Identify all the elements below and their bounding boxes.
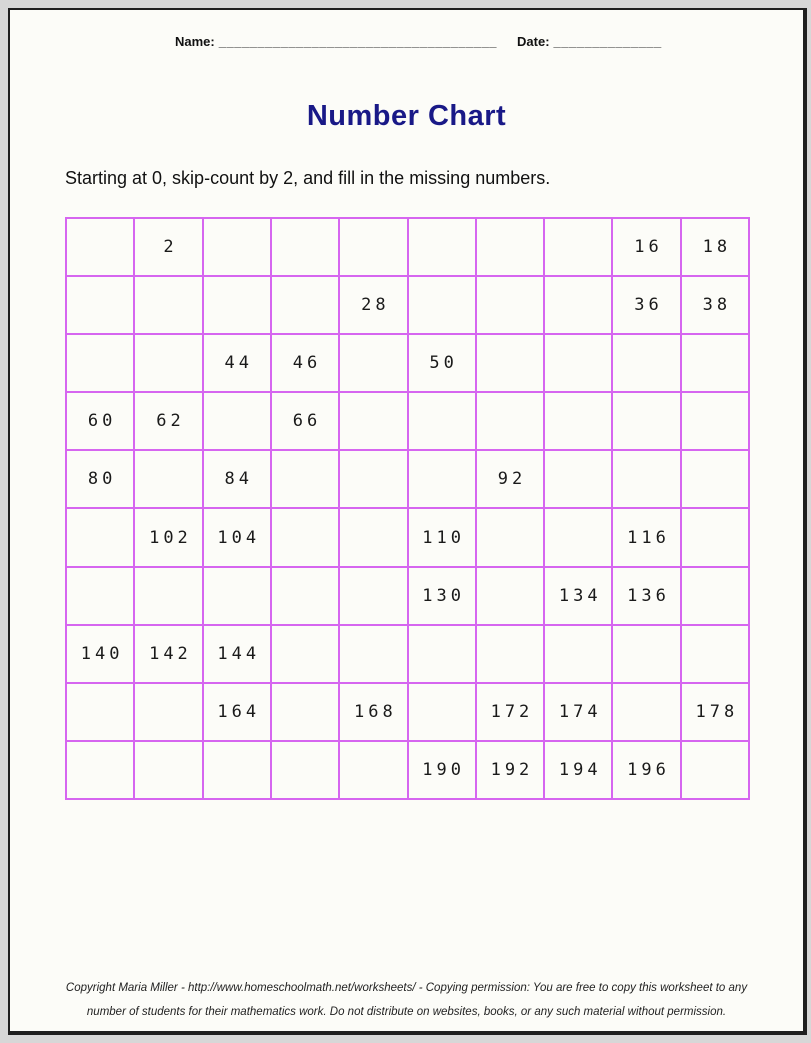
number-grid bbox=[65, 217, 750, 800]
grid-cell-r6c4 bbox=[272, 509, 338, 565]
grid-cell-r6c6: 110 bbox=[409, 509, 475, 565]
date-label: Date: bbox=[517, 34, 550, 49]
grid-cell-r3c6: 50 bbox=[409, 335, 475, 391]
grid-cell-r4c4: 66 bbox=[272, 393, 338, 449]
grid-cell-r7c8: 134 bbox=[545, 568, 611, 624]
grid-cell-r1c3 bbox=[204, 219, 270, 275]
grid-cell-r10c6: 190 bbox=[409, 742, 475, 798]
name-date-row bbox=[175, 34, 662, 49]
grid-cell-r9c4 bbox=[272, 684, 338, 740]
grid-cell-r8c6 bbox=[409, 626, 475, 682]
grid-cell-r8c10 bbox=[682, 626, 748, 682]
grid-cell-r7c5 bbox=[340, 568, 406, 624]
grid-cell-r2c7 bbox=[477, 277, 543, 333]
grid-cell-r4c7 bbox=[477, 393, 543, 449]
grid-cell-r6c10 bbox=[682, 509, 748, 565]
name-blank-line: ____________________________________ bbox=[218, 34, 498, 49]
grid-cell-r2c2 bbox=[135, 277, 201, 333]
grid-cell-r6c8 bbox=[545, 509, 611, 565]
grid-cell-r6c2: 102 bbox=[135, 509, 201, 565]
grid-cell-r1c5 bbox=[340, 219, 406, 275]
date-blank-line: ______________ bbox=[553, 34, 662, 49]
grid-cell-r7c3 bbox=[204, 568, 270, 624]
grid-cell-r9c9 bbox=[613, 684, 679, 740]
grid-cell-r2c5: 28 bbox=[340, 277, 406, 333]
grid-cell-r2c4 bbox=[272, 277, 338, 333]
grid-cell-r6c7 bbox=[477, 509, 543, 565]
grid-cell-r4c2: 62 bbox=[135, 393, 201, 449]
grid-cell-r6c3: 104 bbox=[204, 509, 270, 565]
grid-cell-r10c3 bbox=[204, 742, 270, 798]
grid-cell-r4c5 bbox=[340, 393, 406, 449]
copyright-line-2: number of students for their mathematics work. Do not distribute on websites, books, or any such material without permission. bbox=[86, 1006, 727, 1018]
grid-cell-r8c5 bbox=[340, 626, 406, 682]
grid-cell-r4c6 bbox=[409, 393, 475, 449]
grid-cell-r10c4 bbox=[272, 742, 338, 798]
grid-cell-r5c4 bbox=[272, 451, 338, 507]
grid-cell-r4c10 bbox=[682, 393, 748, 449]
grid-cell-r7c1 bbox=[67, 568, 133, 624]
grid-cell-r10c7: 192 bbox=[477, 742, 543, 798]
grid-cell-r5c2 bbox=[135, 451, 201, 507]
grid-cell-r5c9 bbox=[613, 451, 679, 507]
grid-cell-r7c4 bbox=[272, 568, 338, 624]
grid-cell-r9c5: 168 bbox=[340, 684, 406, 740]
grid-cell-r6c1 bbox=[67, 509, 133, 565]
grid-cell-r2c9: 36 bbox=[613, 277, 679, 333]
grid-cell-r2c1 bbox=[67, 277, 133, 333]
grid-cell-r5c5 bbox=[340, 451, 406, 507]
grid-cell-r9c8: 174 bbox=[545, 684, 611, 740]
grid-cell-r7c9: 136 bbox=[613, 568, 679, 624]
grid-cell-r3c1 bbox=[67, 335, 133, 391]
grid-cell-r5c6 bbox=[409, 451, 475, 507]
grid-cell-r4c3 bbox=[204, 393, 270, 449]
grid-cell-r8c1: 140 bbox=[67, 626, 133, 682]
name-label: Name: bbox=[175, 34, 215, 49]
grid-cell-r3c8 bbox=[545, 335, 611, 391]
grid-cell-r1c4 bbox=[272, 219, 338, 275]
grid-cell-r3c10 bbox=[682, 335, 748, 391]
grid-cell-r8c2: 142 bbox=[135, 626, 201, 682]
grid-cell-r10c8: 194 bbox=[545, 742, 611, 798]
grid-cell-r10c2 bbox=[135, 742, 201, 798]
grid-cell-r8c7 bbox=[477, 626, 543, 682]
grid-cell-r9c6 bbox=[409, 684, 475, 740]
copyright-line-1: Copyright Maria Miller - http://www.homeschoolmath.net/worksheets/ - Copying permission: You are free to copy this worksheet to any bbox=[65, 982, 748, 994]
copyright-footer bbox=[10, 976, 803, 1024]
grid-cell-r10c1 bbox=[67, 742, 133, 798]
grid-cell-r8c8 bbox=[545, 626, 611, 682]
grid-cell-r5c10 bbox=[682, 451, 748, 507]
grid-cell-r9c7: 172 bbox=[477, 684, 543, 740]
grid-cell-r3c4: 46 bbox=[272, 335, 338, 391]
grid-cell-r1c9: 16 bbox=[613, 219, 679, 275]
grid-cell-r9c1 bbox=[67, 684, 133, 740]
grid-cell-r10c9: 196 bbox=[613, 742, 679, 798]
grid-cell-r3c2 bbox=[135, 335, 201, 391]
grid-cell-r1c8 bbox=[545, 219, 611, 275]
worksheet-page bbox=[8, 8, 807, 1035]
grid-cell-r9c3: 164 bbox=[204, 684, 270, 740]
grid-cell-r10c5 bbox=[340, 742, 406, 798]
grid-cell-r8c4 bbox=[272, 626, 338, 682]
grid-cell-r4c1: 60 bbox=[67, 393, 133, 449]
grid-cell-r9c10: 178 bbox=[682, 684, 748, 740]
grid-cell-r3c3: 44 bbox=[204, 335, 270, 391]
grid-cell-r3c7 bbox=[477, 335, 543, 391]
grid-cell-r2c6 bbox=[409, 277, 475, 333]
grid-cell-r2c10: 38 bbox=[682, 277, 748, 333]
grid-cell-r10c10 bbox=[682, 742, 748, 798]
grid-cell-r1c2: 2 bbox=[135, 219, 201, 275]
grid-cell-r7c2 bbox=[135, 568, 201, 624]
grid-cell-r5c1: 80 bbox=[67, 451, 133, 507]
grid-cell-r1c6 bbox=[409, 219, 475, 275]
grid-cell-r8c9 bbox=[613, 626, 679, 682]
grid-cell-r6c9: 116 bbox=[613, 509, 679, 565]
grid-cell-r7c7 bbox=[477, 568, 543, 624]
grid-cell-r7c10 bbox=[682, 568, 748, 624]
grid-cell-r5c7: 92 bbox=[477, 451, 543, 507]
grid-cell-r3c5 bbox=[340, 335, 406, 391]
grid-cell-r8c3: 144 bbox=[204, 626, 270, 682]
worksheet-title: Number Chart bbox=[306, 100, 507, 132]
grid-cell-r9c2 bbox=[135, 684, 201, 740]
grid-cell-r3c9 bbox=[613, 335, 679, 391]
grid-cell-r1c7 bbox=[477, 219, 543, 275]
instruction-text: Starting at 0, skip-count by 2, and fill in the missing numbers. bbox=[65, 168, 551, 188]
grid-cell-r6c5 bbox=[340, 509, 406, 565]
grid-cell-r4c8 bbox=[545, 393, 611, 449]
grid-cell-r2c3 bbox=[204, 277, 270, 333]
grid-cell-r5c8 bbox=[545, 451, 611, 507]
grid-cell-r1c1 bbox=[67, 219, 133, 275]
grid-cell-r1c10: 18 bbox=[682, 219, 748, 275]
grid-cell-r4c9 bbox=[613, 393, 679, 449]
grid-cell-r5c3: 84 bbox=[204, 451, 270, 507]
grid-cell-r7c6: 130 bbox=[409, 568, 475, 624]
grid-cell-r2c8 bbox=[545, 277, 611, 333]
